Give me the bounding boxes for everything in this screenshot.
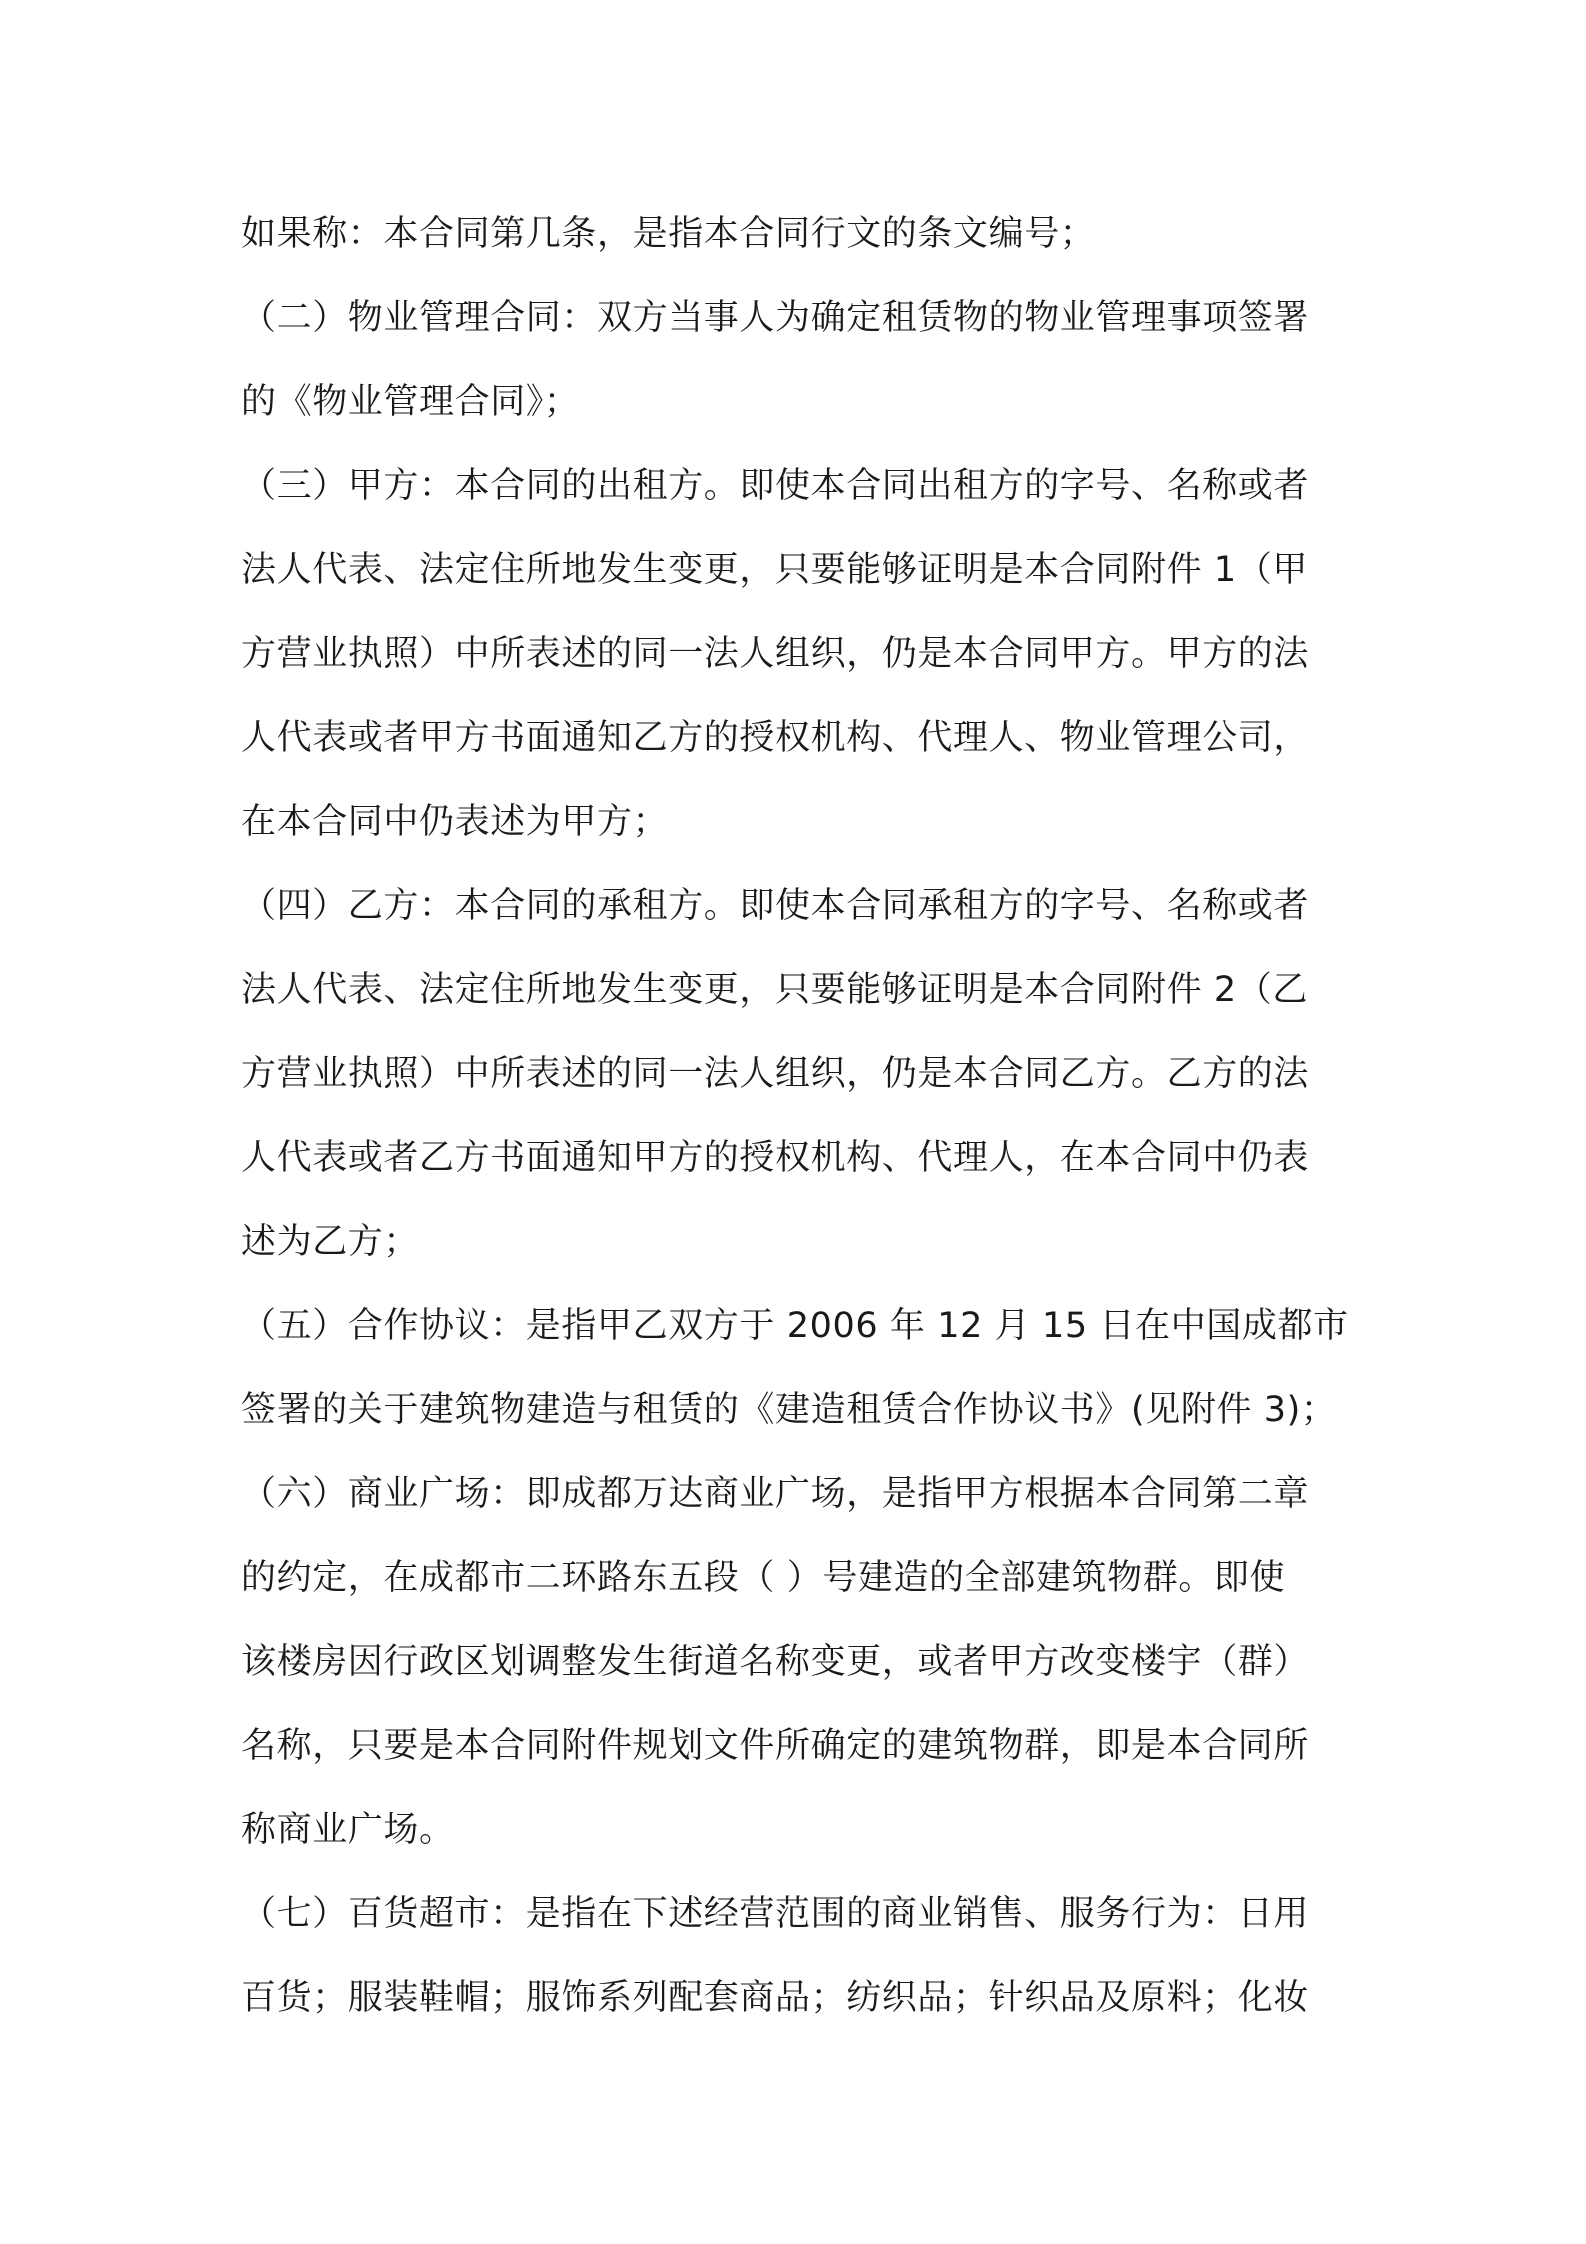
text-line: 名称，只要是本合同附件规划文件所确定的建筑物群，即是本合同所 [241,1726,1310,1766]
text-line: 人代表或者乙方书面通知甲方的授权机构、代理人，在本合同中仍表 [241,1138,1310,1178]
text-line: （四）乙方：本合同的承租方。即使本合同承租方的字号、名称或者 [241,886,1310,926]
text-line: 的约定，在成都市二环路东五段（ ）号建造的全部建筑物群。即使 [241,1558,1286,1598]
text-line: 人代表或者甲方书面通知乙方的授权机构、代理人、物业管理公司， [241,718,1310,758]
text-line: （三）甲方：本合同的出租方。即使本合同出租方的字号、名称或者 [241,466,1310,506]
text-line: 法人代表、法定住所地发生变更，只要能够证明是本合同附件 1（甲 [241,550,1308,590]
text-line: 方营业执照）中所表述的同一法人组织，仍是本合同甲方。甲方的法 [241,634,1310,674]
text-line: 百货；服装鞋帽；服饰系列配套商品；纺织品；针织品及原料；化妆 [241,1978,1310,2018]
text-line: 述为乙方； [241,1222,420,1262]
text-line: 方营业执照）中所表述的同一法人组织，仍是本合同乙方。乙方的法 [241,1054,1310,1094]
text-line: （五）合作协议：是指甲乙双方于 2006 年 12 月 15 日在中国成都市 [241,1306,1349,1346]
text-line: （七）百货超市：是指在下述经营范围的商业销售、服务行为：日用 [241,1894,1310,1934]
text-line: （二）物业管理合同：双方当事人为确定租赁物的物业管理事项签署 [241,298,1310,338]
text-line: 签署的关于建筑物建造与租赁的《建造租赁合作协议书》(见附件 3)； [241,1390,1337,1430]
text-line: 该楼房因行政区划调整发生街道名称变更，或者甲方改变楼宇（群） [241,1642,1310,1682]
text-line: （六）商业广场：即成都万达商业广场，是指甲方根据本合同第二章 [241,1474,1310,1514]
text-line: 在本合同中仍表述为甲方； [241,802,669,842]
contract-text [241,192,1356,2040]
text-line: 称商业广场。 [241,1810,455,1850]
text-line: 的《物业管理合同》； [241,382,580,422]
text-line: 法人代表、法定住所地发生变更，只要能够证明是本合同附件 2（乙 [241,970,1308,1010]
text-line: 如果称：本合同第几条，是指本合同行文的条文编号； [241,214,1096,254]
